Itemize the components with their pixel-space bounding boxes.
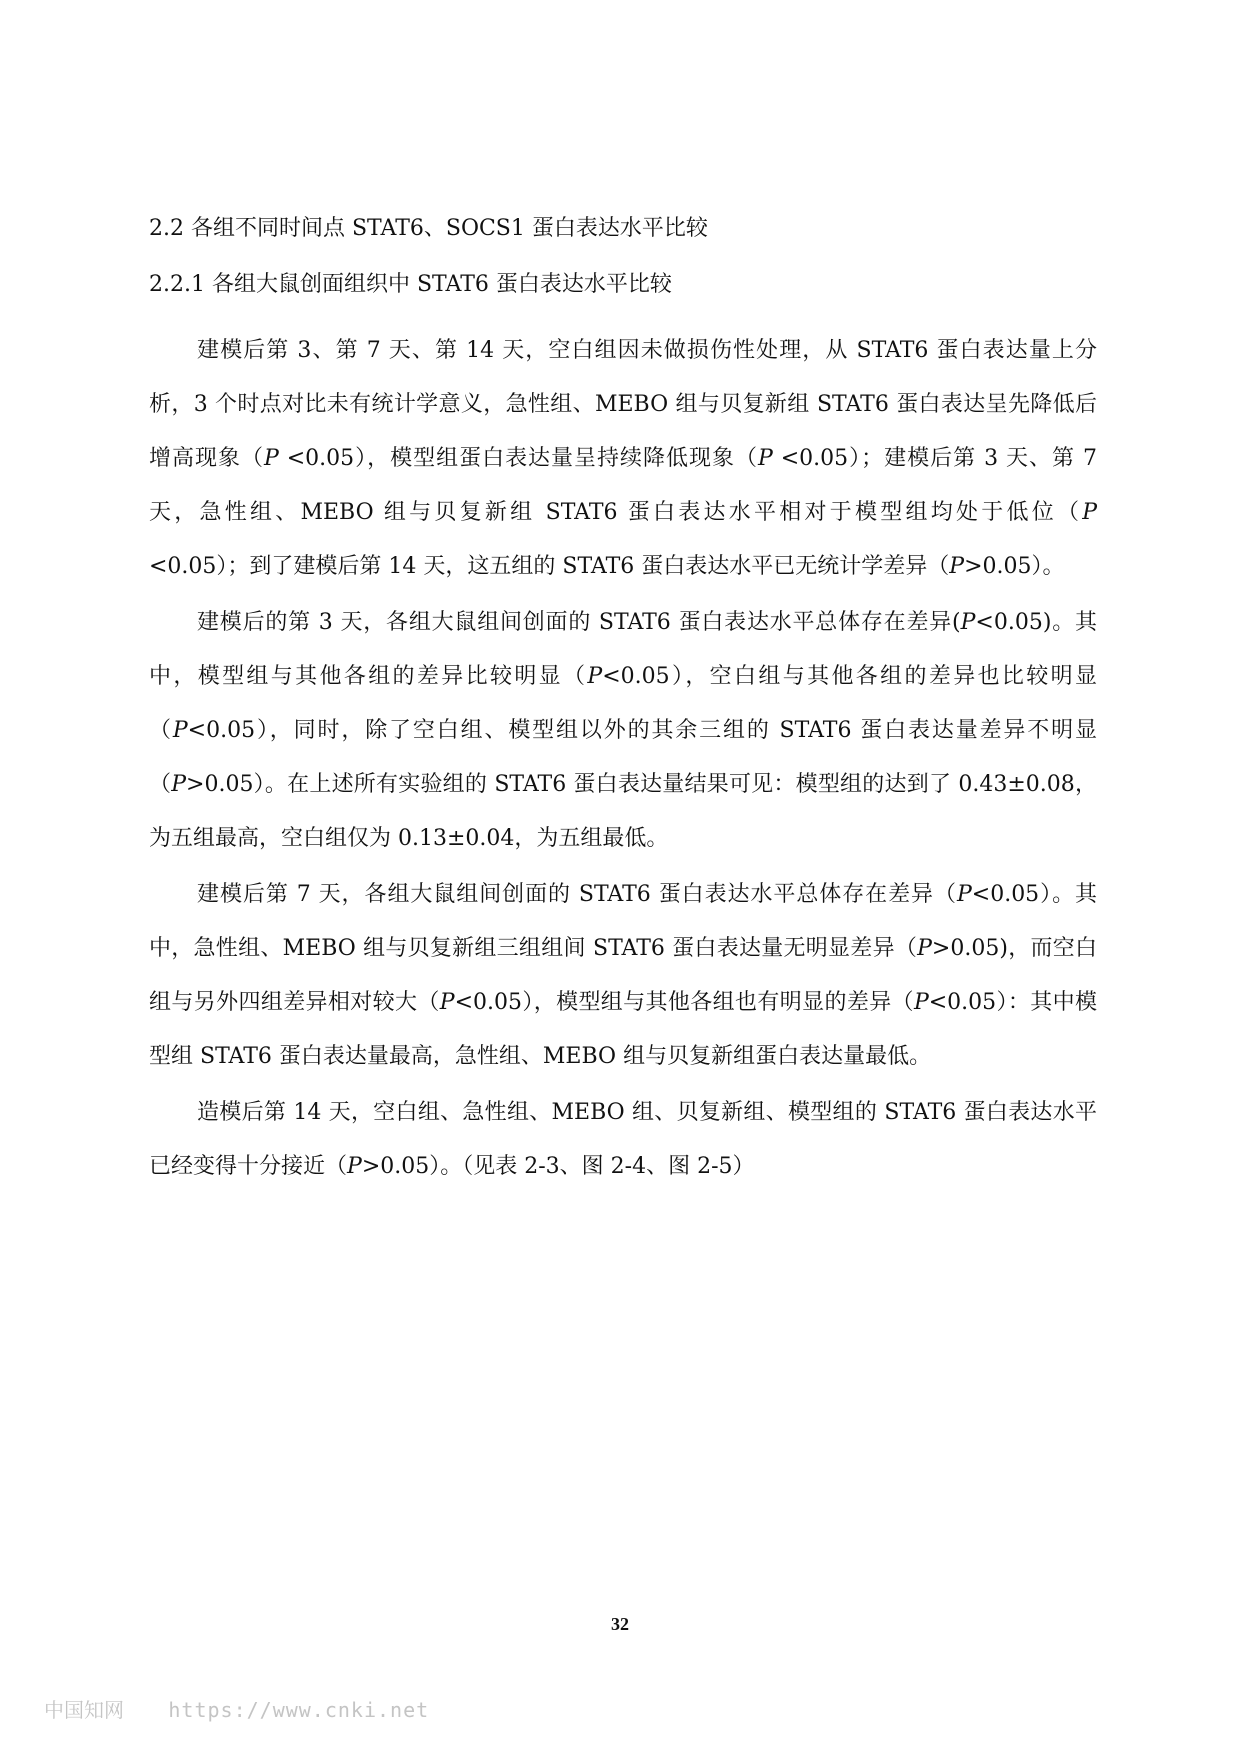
text-run: <0.05），同时，除了空白组、模型组以外的其余三组的 STAT6 蛋白表达量差异不明显（ [149,718,1097,797]
text-run: <0.05)。其中，模型组与其他各组的差异比较明显（ [149,610,1097,689]
text-run: 建模后第 3、第 7 天、第 14 天，空白组因未做损伤性处理，从 STAT6 蛋白表达量上分析，3 个时点对比未有统计学意义，急性组、MEBO 组与贝复新组 STAT6 蛋白表达呈先降低后增高现象（ [149,338,1097,471]
text-run: <0.05），模型组蛋白表达量呈持续降低现象（ [278,446,758,471]
text-run: <0.05）。其中，急性组、MEBO 组与贝复新组三组组间 STAT6 蛋白表达量无明显差异（ [149,882,1098,961]
p-value-symbol: P [913,990,929,1015]
paragraph [149,868,1097,1084]
watermark [44,1696,429,1724]
paragraph [149,596,1097,866]
text-run: <0.05），空白组与其他各组的差异也比较明显（ [149,664,1097,743]
watermark-name: 中国知网 [44,1698,124,1722]
text-run: <0.05）：其中模型组 STAT6 蛋白表达量最高，急性组、MEBO 组与贝复新组蛋白表达量最低。 [149,990,1097,1069]
paragraph [149,1086,1097,1194]
p-value-symbol: P [347,1154,362,1179]
subsection-heading: 2.2.1 各组大鼠创面组织中 STAT6 蛋白表达水平比较 [149,272,672,297]
paragraph [149,324,1097,594]
p-value-symbol: P [960,610,976,635]
p-value-symbol: P [439,990,455,1015]
page-number: 32 [611,1614,629,1634]
section-heading: 2.2 各组不同时间点 STAT6、SOCS1 蛋白表达水平比较 [149,216,708,241]
p-value-symbol: P [949,554,965,579]
text-run: 造模后第 14 天，空白组、急性组、MEBO 组、贝复新组、模型组的 STAT6 蛋白表达水平已经变得十分接近（ [149,1100,1097,1179]
text-run: 建模后的第 3 天，各组大鼠组间创面的 STAT6 蛋白表达水平总体存在差异( [197,610,961,635]
body-text [149,324,1097,1196]
p-value-symbol: P [917,936,932,961]
p-value-symbol: P [171,772,187,797]
p-value-symbol: P [587,664,603,689]
watermark-url: https://www.cnki.net [168,1698,430,1722]
text-run: <0.05），模型组与其他各组也有明显的差异（ [454,990,914,1015]
text-run: 建模后第 7 天，各组大鼠组间创面的 STAT6 蛋白表达水平总体存在差异（ [197,882,957,907]
text-run: >0.05）。（见表 2-3、图 2-4、图 2-5） [361,1154,755,1179]
p-value-symbol: P [757,446,773,471]
text-run: >0.05）。在上述所有实验组的 STAT6 蛋白表达量结果可见：模型组的达到了 0.43±0.08，为五组最高，空白组仅为 0.13±0.04，为五组最低。 [149,772,1097,851]
text-run: >0.05)，而空白组与另外四组差异相对较大（ [149,936,1097,1015]
text-run: >0.05）。 [964,554,1065,579]
p-value-symbol: P [172,718,188,743]
text-run: <0.05）；建模后第 3 天、第 7 天，急性组、MEBO 组与贝复新组 STAT6 蛋白表达水平相对于模型组均处于低位（ [149,446,1097,525]
p-value-symbol: P [1082,500,1097,525]
text-run: <0.05）；到了建模后第 14 天，这五组的 STAT6 蛋白表达水平已无统计学差异（ [149,554,950,579]
p-value-symbol: P [956,882,972,907]
p-value-symbol: P [263,446,279,471]
